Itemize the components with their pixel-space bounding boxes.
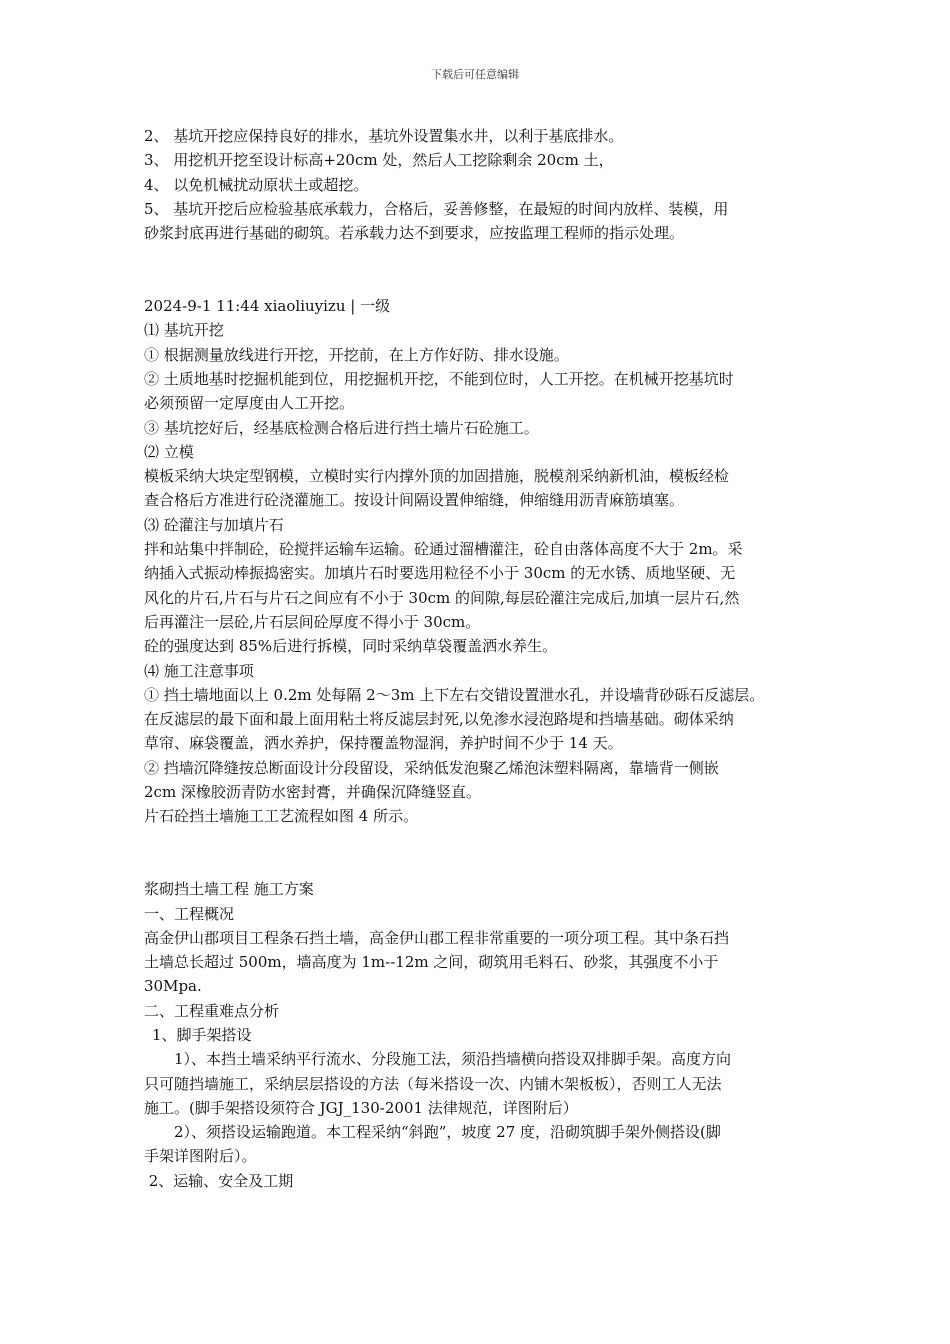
subsection-heading: 2、运输、安全及工期	[144, 1171, 294, 1190]
paragraph-line: ② 土质地基时挖掘机能到位，用挖掘机开挖，不能到位时，人工开挖。在机械开挖基坑时	[144, 369, 734, 388]
document-body	[144, 124, 824, 1193]
paragraph-line: 草帘、麻袋覆盖，洒水养护，保持覆盖物湿润，养护时间不少于 14 天。	[144, 734, 623, 753]
paragraph-line: 2cm 深橡胶沥青防水密封膏，并确保沉降缝竖直。	[144, 783, 481, 802]
paragraph-line: 后再灌注一层砼,片石层间砼厚度不得小于 30cm。	[144, 612, 481, 631]
section-heading: ⑶ 砼灌注与加填片石	[144, 515, 284, 534]
paragraph-line: ① 根据测量放线进行开挖，开挖前，在上方作好防、排水设施。	[144, 345, 569, 364]
paragraph-line: ③ 基坑挖好后，经基底检测合格后进行挡土墙片石砼施工。	[144, 418, 539, 437]
section-heading: ⑴ 基坑开挖	[144, 321, 224, 340]
section-heading: 一、工程概况	[144, 904, 235, 923]
paragraph-line: 砂浆封底再进行基础的砌筑。若承载力达不到要求，应按监理工程师的指示处理。	[144, 224, 685, 243]
paragraph-line: 高金伊山郡项目工程条石挡土墙，高金伊山郡工程非常重要的一项分项工程。其中条石挡	[144, 928, 730, 947]
paragraph-line: 在反滤层的最下面和最上面用粘土将反滤层封死,以免渗水浸泡路堤和挡墙基础。砌体采纳	[144, 710, 734, 729]
paragraph-line: ② 挡墙沉降缝按总断面设计分段留设，采纳低发泡聚乙烯泡沫塑料隔离，靠墙背一侧嵌	[144, 758, 719, 777]
post-meta: 2024-9-1 11:44 xiaoliuyizu | 一级	[144, 297, 391, 316]
paragraph-line: 必须预留一定厚度由人工开挖。	[144, 394, 355, 413]
paragraph-line: 片石砼挡土墙施工工艺流程如图 4 所示。	[144, 807, 419, 826]
section-heading: ⑵ 立模	[144, 442, 194, 461]
paragraph-line: 拌和站集中拌制砼，砼搅拌运输车运输。砼通过溜槽灌注，砼自由落体高度不大于 2m。采	[144, 540, 743, 559]
document-title: 浆砌挡土墙工程 施工方案	[144, 880, 314, 899]
page-header: 下载后可任意编辑	[431, 68, 519, 81]
paragraph-line: 施工。(脚手架搭设须符合 JGJ_130-2001 法律规范，详图附后）	[144, 1098, 578, 1117]
section-gap	[144, 245, 824, 294]
paragraph-line: 5、 基坑开挖后应检验基底承载力，合格后，妥善修整，在最短的时间内放样、装模，用	[144, 199, 729, 218]
paragraph-line: ① 挡土墙地面以上 0.2m 处每隔 2～3m 上下左右交错设置泄水孔，并设墙背砂砾石反滤层。	[144, 685, 765, 704]
paragraph-line: 模板采纳大块定型钢模，立模时实行内撑外顶的加固措施，脱模剂采纳新机油，模板经检	[144, 467, 730, 486]
section-gap	[144, 829, 824, 878]
paragraph-line: 查合格后方准进行砼浇灌施工。按设计间隔设置伸缩缝，伸缩缝用沥青麻筋填塞。	[144, 491, 685, 510]
paragraph-line: 2、 基坑开挖应保持良好的排水，基坑外设置集水井，以利于基底排水。	[144, 127, 624, 145]
paragraph-line: 1）、本挡土墙采纳平行流水、分段施工法，须沿挡墙横向搭设双排脚手架。高度方向	[174, 1050, 732, 1069]
paragraph-line: 2）、须搭设运输跑道。本工程采纳“斜跑”，坡度 27 度，沿砌筑脚手架外侧搭设(脚	[174, 1123, 721, 1142]
paragraph-line: 30Mpa.	[144, 977, 202, 996]
paragraph-line: 只可随挡墙施工，采纳层层搭设的方法（每米搭设一次、内铺木架板板），否则工人无法	[144, 1074, 722, 1093]
paragraph-line: 3、 用挖机开挖至设计标高+20cm 处，然后人工挖除剩余 20cm 土，	[144, 151, 614, 170]
paragraph-line: 4、 以免机械扰动原状土或超挖。	[144, 175, 369, 194]
subsection-heading: 1、脚手架搭设	[152, 1025, 252, 1044]
paragraph-line: 纳插入式振动棒振捣密实。加填片石时要选用粒径不小于 30cm 的无水锈、质地坚硬、无	[144, 564, 736, 583]
paragraph-line: 土墙总长超过 500m，墙高度为 1m--12m 之间，砌筑用毛料石、砂浆，其强度不小于	[144, 953, 719, 972]
paragraph-line: 砼的强度达到 85%后进行拆模，同时采纳草袋覆盖洒水养生。	[144, 637, 558, 656]
section-heading: ⑷ 施工注意事项	[144, 661, 254, 680]
paragraph-line: 风化的片石,片石与片石之间应有不小于 30cm 的间隙,每层砼灌注完成后,加填一层片石,然	[144, 588, 740, 607]
paragraph-line: 手架详图附后）。	[144, 1147, 257, 1166]
section-heading: 二、工程重难点分析	[144, 1001, 280, 1020]
